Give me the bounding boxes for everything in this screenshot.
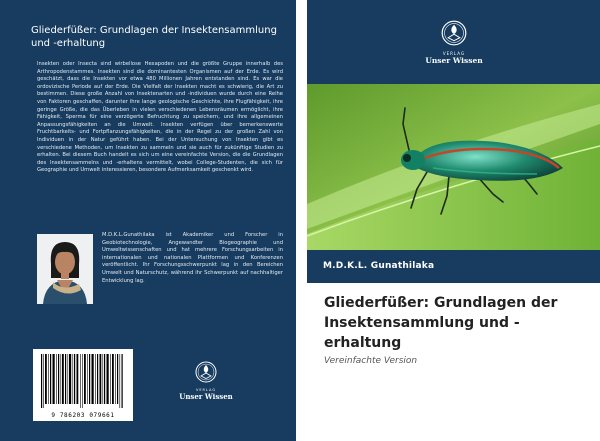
- front-cover: [307, 0, 600, 441]
- front-subtitle: Vereinfachte Version: [324, 356, 418, 366]
- back-cover-title: Gliederfüßer: Grundlagen der Insektensammlung und -erhaltung: [31, 25, 277, 49]
- back-publisher-logo: [176, 361, 236, 401]
- author-photo: [37, 234, 93, 304]
- publisher-logo-icon: [195, 361, 217, 383]
- barcode-icon: [33, 349, 133, 411]
- publisher-verlag-label: VERLAG: [442, 51, 466, 56]
- book-blurb: Insekten oder Insecta sind wirbellose Hexapoden und die größte Gruppe innerhalb des Arthropodenstammes. Insekten sind die dominantesten Organismen auf der Erde. Es wird geschätzt, dass die Insekten vor etwa 480 Millionen Jahren entstanden sind. Es war die ordovizische Periode auf der Erde. Die Vielfalt der Insekten macht es schwierig, die Art zu bestimmen. Diese große Anzahl von Insektenarten und -individuen wurde durch eine Reihe von Faktoren geschaffen, darunter ihre lange geologische Geschichte, ihre Flugfähigkeit, ihre geringe Größe, die das Überleben in vielen verschiedenen Lebensräumen ermöglicht, ihre Fähigkeit, Sperma für eine verzögerte Befruchtung zu speichern, und ihre allgemeinen Anpassungsfähigkeiten an die Umwelt. Insekten verfügen über bemerkenswerte Fruchtbarkeits- und Fortpflanzungsfähigkeiten, die in der Regel zu der großen Zahl von Individuen in der Natur geführt haben. Bei der Untersuchung von Insekten gibt es verschiedene Methoden, um Insekten zu sammeln und sie auch für zukünftige Studien zu erhalten. Bei diesem Buch handelt es sich um eine vereinfachte Version, die die Grundlagen des Insektensammelns und -erhaltens vermittelt, wobei College-Studenten, die sich für Geographie und Umwelt interessieren, besondere Aufmerksamkeit geschenkt wird.: [37, 61, 283, 174]
- publisher-name: Unser Wissen: [425, 56, 483, 65]
- beetle-photo: [307, 84, 600, 250]
- front-title: Gliederfüßer: Grundlagen der Insektensammlung und -erhaltung: [324, 295, 558, 351]
- publisher-logo-icon: [441, 20, 467, 46]
- front-header-band: [307, 0, 600, 84]
- author-bio: M.D.K.L.Gunathilaka ist Akademiker und Forscher in Geobiotechnologie, Angewandter Biogeographie und Umweltwissenschaften und hat mehrere Forschungsarbeiten in internationalen und nationalen Plattformen und Konferenzen veröffentlicht. Ihr Forschungsschwerpunkt lag in den Bereichen Umwelt und Naturschutz, während ihr Schwerpunkt auf nachhaltiger Entwicklung lag.: [102, 232, 283, 284]
- front-publisher-logo: [424, 20, 484, 65]
- back-cover: [0, 0, 296, 441]
- author-band: [307, 250, 600, 283]
- isbn-number: 9 786203 079661: [51, 412, 115, 419]
- publisher-verlag-label: VERLAG: [195, 388, 217, 392]
- publisher-name: Unser Wissen: [179, 392, 233, 401]
- book-spine: [296, 0, 307, 441]
- front-author: M.D.K.L. Gunathilaka: [323, 261, 435, 271]
- isbn-barcode: [33, 349, 133, 421]
